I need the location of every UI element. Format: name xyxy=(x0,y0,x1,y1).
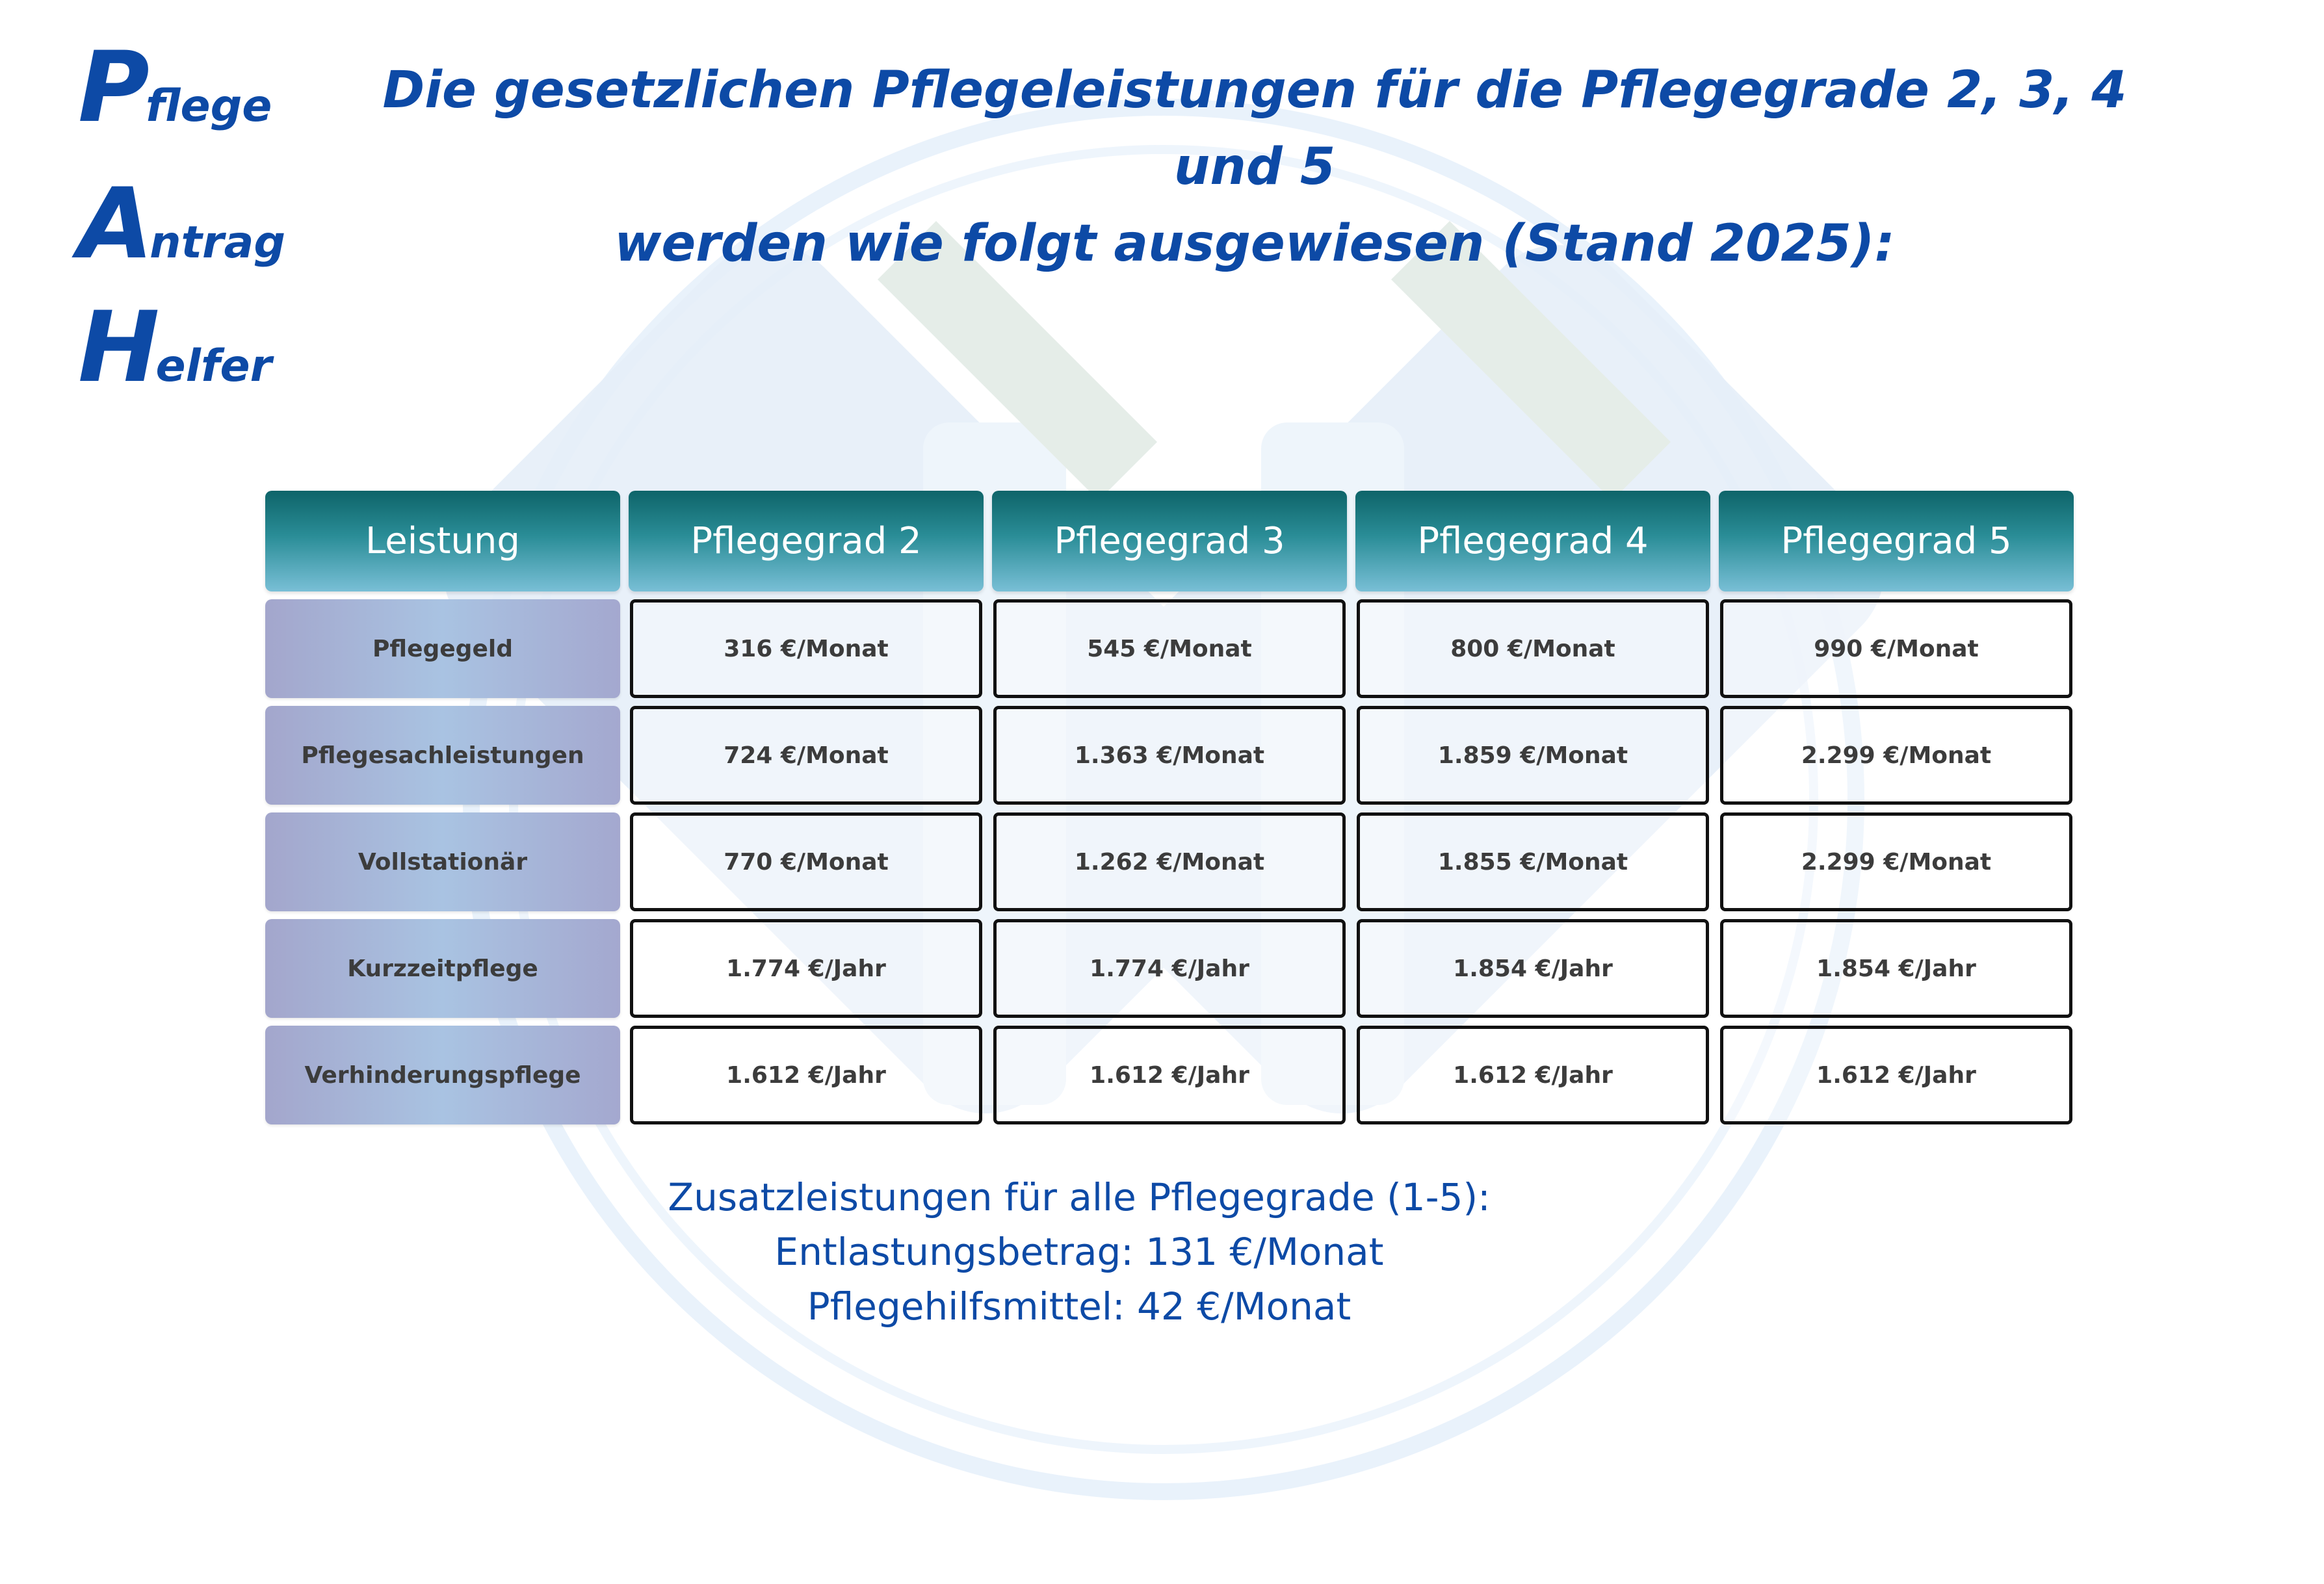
logo-line-helfer xyxy=(78,291,272,404)
row-label-pflegegeld: Pflegegeld xyxy=(265,599,620,698)
cell-pflegegeld-pg3: 545 €/Monat xyxy=(993,599,1346,698)
cell-pflegesachleistungen-pg2: 724 €/Monat xyxy=(630,706,982,805)
cell-vollstationaer-pg5: 2.299 €/Monat xyxy=(1720,812,2072,911)
row-label-vollstationaer: Vollstationär xyxy=(265,812,620,911)
logo-text-elfer: elfer xyxy=(155,341,272,392)
cell-kurzzeitpflege-pg5: 1.854 €/Jahr xyxy=(1720,919,2072,1018)
additional-benefits xyxy=(559,1170,1599,1334)
row-label-kurzzeitpflege: Kurzzeitpflege xyxy=(265,919,620,1018)
cell-pflegesachleistungen-pg5: 2.299 €/Monat xyxy=(1720,706,2072,805)
cell-pflegesachleistungen-pg4: 1.859 €/Monat xyxy=(1357,706,1709,805)
row-label-verhinderungspflege: Verhinderungspflege xyxy=(265,1026,620,1124)
cell-vollstationaer-pg2: 770 €/Monat xyxy=(630,812,982,911)
entlastungsbetrag: Entlastungsbetrag: 131 €/Monat xyxy=(774,1230,1384,1274)
page-title-line-1: Die gesetzlichen Pflegeleistungen für die Pflegegrade 2, 3, 4 und 5 xyxy=(382,61,2127,196)
cell-pflegesachleistungen-pg3: 1.363 €/Monat xyxy=(993,706,1346,805)
page-title xyxy=(364,52,2145,282)
cell-verhinderungspflege-pg3: 1.612 €/Jahr xyxy=(993,1026,1346,1124)
logo-initial-h: H xyxy=(78,291,160,404)
cell-verhinderungspflege-pg4: 1.612 €/Jahr xyxy=(1357,1026,1709,1124)
logo-initial-a: A xyxy=(78,168,154,281)
cell-kurzzeitpflege-pg3: 1.774 €/Jahr xyxy=(993,919,1346,1018)
cell-verhinderungspflege-pg2: 1.612 €/Jahr xyxy=(630,1026,982,1124)
cell-vollstationaer-pg4: 1.855 €/Monat xyxy=(1357,812,1709,911)
cell-vollstationaer-pg3: 1.262 €/Monat xyxy=(993,812,1346,911)
pflegehilfsmittel: Pflegehilfsmittel: 42 €/Monat xyxy=(807,1284,1351,1329)
page-title-line-2: werden wie folgt ausgewiesen (Stand 2025): xyxy=(614,214,1895,273)
logo-initial-p: P xyxy=(78,31,150,144)
cell-kurzzeitpflege-pg2: 1.774 €/Jahr xyxy=(630,919,982,1018)
header-pflegegrad-4: Pflegegrad 4 xyxy=(1355,491,1710,591)
logo-text-flege: flege xyxy=(145,81,272,132)
additional-benefits-heading: Zusatzleistungen für alle Pflegegrade (1-5): xyxy=(668,1175,1491,1219)
header-leistung: Leistung xyxy=(265,491,620,591)
header-pflegegrad-2: Pflegegrad 2 xyxy=(629,491,984,591)
cell-pflegegeld-pg5: 990 €/Monat xyxy=(1720,599,2072,698)
header-pflegegrad-3: Pflegegrad 3 xyxy=(992,491,1347,591)
logo-text-ntrag: ntrag xyxy=(150,217,286,268)
logo-line-pflege xyxy=(78,31,272,144)
cell-pflegegeld-pg4: 800 €/Monat xyxy=(1357,599,1709,698)
header-pflegegrad-5: Pflegegrad 5 xyxy=(1719,491,2074,591)
benefits-table xyxy=(265,491,2074,1124)
cell-kurzzeitpflege-pg4: 1.854 €/Jahr xyxy=(1357,919,1709,1018)
logo-line-antrag xyxy=(78,168,286,281)
cell-pflegegeld-pg2: 316 €/Monat xyxy=(630,599,982,698)
cell-verhinderungspflege-pg5: 1.612 €/Jahr xyxy=(1720,1026,2072,1124)
row-label-pflegesachleistungen: Pflegesachleistungen xyxy=(265,706,620,805)
